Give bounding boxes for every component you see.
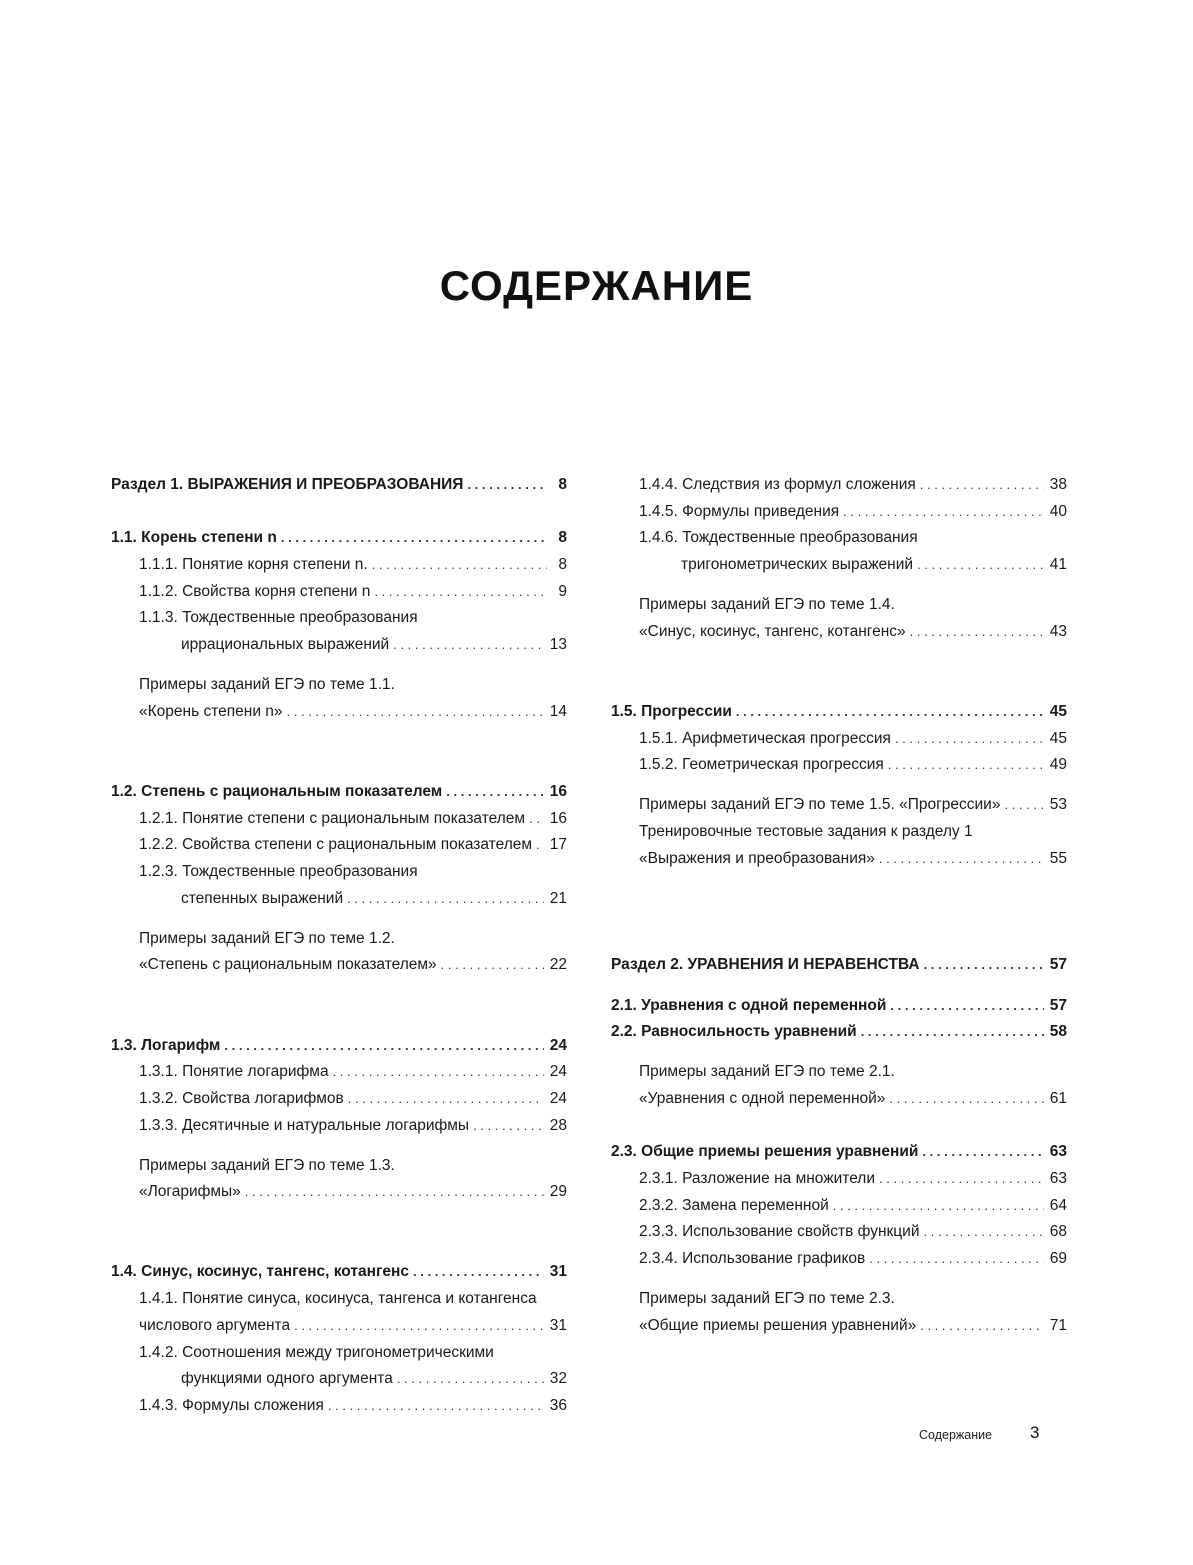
toc-entry-title: 2.3.1. Разложение на множители: [639, 1170, 875, 1188]
toc-examples-continuation[interactable]: [611, 1313, 1067, 1340]
toc-entry-page: 61: [1049, 1089, 1067, 1107]
toc-entry-title: числового аргумента: [139, 1316, 291, 1334]
toc-entry-title: 2.3. Общие приемы решения уравнений: [611, 1143, 919, 1161]
toc-entry-title: Тренировочные тестовые задания к разделу 1: [639, 823, 973, 841]
toc-entry-page: 8: [558, 476, 567, 493]
toc-entry-page: 49: [1049, 756, 1067, 774]
toc-entry-page: 71: [1049, 1316, 1067, 1334]
toc-entry-page: 41: [1049, 556, 1067, 574]
toc-entry-title: 1.5. Прогрессии: [611, 702, 732, 720]
toc-entry-title: 2.3.4. Использование графиков: [639, 1250, 866, 1268]
toc-subsection-continuation[interactable]: [111, 886, 567, 913]
page-number: 3: [1030, 1423, 1040, 1442]
toc-section-heading[interactable]: [111, 472, 567, 499]
toc-entry-page: 40: [1049, 502, 1067, 520]
toc-entry-title: Примеры заданий ЕГЭ по теме 1.5. «Прогрессии»: [639, 796, 1001, 814]
toc-subsection[interactable]: [611, 525, 1067, 552]
toc-subsection[interactable]: [611, 1246, 1067, 1273]
toc-entry-title: 1.4. Синус, косинус, тангенс, котангенс: [111, 1263, 410, 1281]
toc-entry-page: 45: [1049, 729, 1067, 747]
toc-entry-title: 1.4.2. Соотношения между тригонометрическими: [139, 1343, 494, 1361]
toc-entry-title: «Уравнения с одной переменной»: [639, 1089, 886, 1107]
toc-entry-title: «Логарифмы»: [139, 1183, 241, 1201]
toc-subsection-continuation[interactable]: [111, 632, 567, 659]
toc-section-heading[interactable]: [611, 952, 1067, 979]
toc-entry-title: «Корень степени n»: [139, 702, 283, 720]
toc-entry-title: 1.4.3. Формулы сложения: [139, 1396, 324, 1414]
toc-entry-title: Раздел 1. ВЫРАЖЕНИЯ И ПРЕОБРАЗОВАНИЯ: [111, 476, 464, 493]
toc-entry-page: 32: [549, 1370, 567, 1388]
toc-entry-page: 16: [549, 809, 567, 827]
toc-entry-page: 63: [1049, 1170, 1067, 1188]
toc-chapter[interactable]: [611, 993, 1067, 1020]
toc-entry-title: 1.4.1. Понятие синуса, косинуса, тангенса и котангенса: [139, 1290, 537, 1308]
toc-entry-page: 8: [558, 556, 567, 574]
toc-entry-page: 63: [1049, 1143, 1067, 1161]
toc-subsection[interactable]: [611, 1166, 1067, 1193]
toc-entry-title: Примеры заданий ЕГЭ по теме 1.3.: [139, 1156, 395, 1174]
toc-chapter[interactable]: [611, 1139, 1067, 1166]
toc-entry-page: 69: [1049, 1250, 1067, 1268]
toc-entry-page: 64: [1049, 1196, 1067, 1214]
toc-chapter[interactable]: [111, 525, 567, 552]
toc-entry-title: степенных выражений: [181, 889, 344, 907]
running-footer-label: Содержание: [919, 1428, 993, 1442]
toc-examples-continuation[interactable]: [111, 952, 567, 979]
toc-entry-page: 28: [549, 1116, 567, 1134]
toc-entry-title: «Выражения и преобразования»: [639, 849, 875, 867]
toc-subsection[interactable]: [111, 859, 567, 886]
toc-entry-page: 58: [1049, 1023, 1067, 1041]
toc-entry-title: 1.2.1. Понятие степени с рациональным показателем: [139, 809, 526, 827]
toc-entry-title: функциями одного аргумента: [181, 1370, 393, 1388]
toc-subsection-continuation[interactable]: [611, 552, 1067, 579]
toc-entry-title: 1.5.1. Арифметическая прогрессия: [639, 729, 891, 747]
toc-subsection[interactable]: [611, 752, 1067, 779]
toc-entry-title: «Степень с рациональным показателем»: [139, 956, 437, 974]
toc-entry-page: 16: [549, 782, 567, 800]
toc-chapter[interactable]: [111, 779, 567, 806]
toc-examples-continuation[interactable]: [611, 619, 1067, 646]
toc-subsection[interactable]: [111, 579, 567, 606]
toc-entry-page: 57: [1049, 996, 1067, 1014]
toc-entry-title: 1.1. Корень степени n: [111, 529, 277, 547]
toc-examples[interactable]: [111, 926, 567, 953]
toc-chapter[interactable]: [611, 1019, 1067, 1046]
toc-subsection[interactable]: [611, 499, 1067, 526]
toc-entry-page: 36: [549, 1396, 567, 1414]
toc-subsection[interactable]: [111, 552, 567, 579]
toc-examples-continuation[interactable]: [611, 1086, 1067, 1113]
toc-entry-title: 1.3.3. Десятичные и натуральные логарифмы: [139, 1116, 470, 1134]
toc-entry-page: 31: [549, 1316, 567, 1334]
toc-subsection[interactable]: [611, 1193, 1067, 1220]
toc-entry-title: иррациональных выражений: [181, 636, 390, 654]
toc-subsection[interactable]: [611, 726, 1067, 753]
toc-entry-page: 9: [558, 582, 567, 600]
toc-examples-continuation[interactable]: [111, 699, 567, 726]
toc-examples[interactable]: [611, 792, 1067, 819]
toc-examples[interactable]: [111, 672, 567, 699]
toc-entry-title: 1.2.3. Тождественные преобразования: [139, 863, 418, 881]
toc-entry-page: 14: [549, 702, 567, 720]
toc-chapter[interactable]: [111, 1033, 567, 1060]
toc-chapter[interactable]: [111, 1259, 567, 1286]
toc-entry-page: 17: [549, 836, 567, 854]
toc-entry-title: 1.4.5. Формулы приведения: [639, 502, 840, 520]
toc-subsection-continuation[interactable]: [111, 1366, 567, 1393]
toc-entry-title: Раздел 2. УРАВНЕНИЯ И НЕРАВЕНСТВА: [611, 956, 920, 974]
toc-entry-title: Примеры заданий ЕГЭ по теме 1.2.: [139, 929, 395, 947]
toc-examples[interactable]: [611, 1059, 1067, 1086]
toc-entry-page: 21: [549, 889, 567, 907]
toc-entry-title: 1.4.4. Следствия из формул сложения: [639, 476, 916, 493]
toc-subsection[interactable]: [111, 1286, 567, 1313]
toc-subsection[interactable]: [111, 1340, 567, 1367]
toc-entry-title: тригонометрических выражений: [681, 556, 914, 574]
toc-entry-title: «Общие приемы решения уравнений»: [639, 1316, 917, 1334]
toc-entry-title: 1.1.3. Тождественные преобразования: [139, 609, 418, 627]
toc-subsection[interactable]: [611, 472, 1067, 499]
toc-entry-title: 2.3.3. Использование свойств функций: [639, 1223, 920, 1241]
toc-practice-tests-continuation[interactable]: [611, 846, 1067, 873]
toc-entry-page: 24: [549, 1089, 567, 1107]
toc-subsection[interactable]: [111, 806, 567, 833]
toc-entry-title: 2.3.2. Замена переменной: [639, 1196, 829, 1214]
toc-entry-title: Примеры заданий ЕГЭ по теме 1.1.: [139, 676, 395, 694]
toc-entry-title: 1.2.2. Свойства степени с рациональным показателем: [139, 836, 533, 854]
toc-examples[interactable]: [611, 592, 1067, 619]
toc-entry-page: 24: [549, 1063, 567, 1081]
toc-entry-title: 2.2. Равносильность уравнений: [611, 1023, 857, 1041]
toc-examples-continuation[interactable]: [111, 1179, 567, 1206]
toc-examples[interactable]: [611, 1286, 1067, 1313]
toc-subsection[interactable]: [111, 1113, 567, 1140]
toc-entry-title: 1.1.2. Свойства корня степени n: [139, 582, 371, 600]
toc-entry-title: Примеры заданий ЕГЭ по теме 1.4.: [639, 596, 895, 614]
toc-subsection[interactable]: [111, 605, 567, 632]
toc-subsection[interactable]: [111, 1086, 567, 1113]
toc-practice-tests[interactable]: [611, 819, 1067, 846]
toc-right-column: [611, 472, 1067, 1340]
toc-entry-title: 1.3.1. Понятие логарифма: [139, 1063, 329, 1081]
toc-entry-title: 1.5.2. Геометрическая прогрессия: [639, 756, 884, 774]
toc-chapter[interactable]: [611, 699, 1067, 726]
toc-entry-page: 13: [549, 636, 567, 654]
toc-entry-title: «Синус, косинус, тангенс, котангенс»: [639, 622, 906, 640]
page-title: СОДЕРЖАНИЕ: [439, 262, 754, 309]
toc-entry-page: 53: [1049, 796, 1067, 814]
toc-entry-page: 31: [549, 1263, 567, 1281]
toc-entry-page: 22: [549, 956, 567, 974]
toc-subsection[interactable]: [611, 1219, 1067, 1246]
toc-entry-page: 57: [1049, 956, 1067, 974]
toc-entry-title: 1.3.2. Свойства логарифмов: [139, 1089, 344, 1107]
toc-entry-page: 68: [1049, 1223, 1067, 1241]
toc-subsection[interactable]: [111, 1393, 567, 1420]
toc-entry-page: 55: [1049, 849, 1067, 867]
toc-entry-page: 29: [549, 1183, 567, 1201]
toc-subsection[interactable]: [111, 1059, 567, 1086]
toc-entry-title: 1.4.6. Тождественные преобразования: [639, 529, 918, 547]
toc-entry-title: Примеры заданий ЕГЭ по теме 2.1.: [639, 1063, 895, 1081]
toc-entry-page: 8: [558, 529, 567, 547]
toc-entry-title: 1.1.1. Понятие корня степени n.: [139, 556, 368, 574]
toc-left-column: [111, 472, 567, 1420]
toc-entry-title: 1.3. Логарифм: [111, 1036, 221, 1054]
toc-entry-title: 2.1. Уравнения с одной переменной: [611, 996, 887, 1014]
toc-entry-page: 43: [1049, 622, 1067, 640]
toc-entry-page: 24: [549, 1036, 567, 1054]
toc-subsection[interactable]: [111, 832, 567, 859]
toc-examples[interactable]: [111, 1153, 567, 1180]
toc-entry-page: 45: [1049, 702, 1067, 720]
toc-entry-page: 38: [1049, 476, 1067, 493]
toc-entry-title: Примеры заданий ЕГЭ по теме 2.3.: [639, 1290, 895, 1308]
toc-subsection-continuation[interactable]: [111, 1313, 567, 1340]
toc-entry-title: 1.2. Степень с рациональным показателем: [111, 782, 443, 800]
